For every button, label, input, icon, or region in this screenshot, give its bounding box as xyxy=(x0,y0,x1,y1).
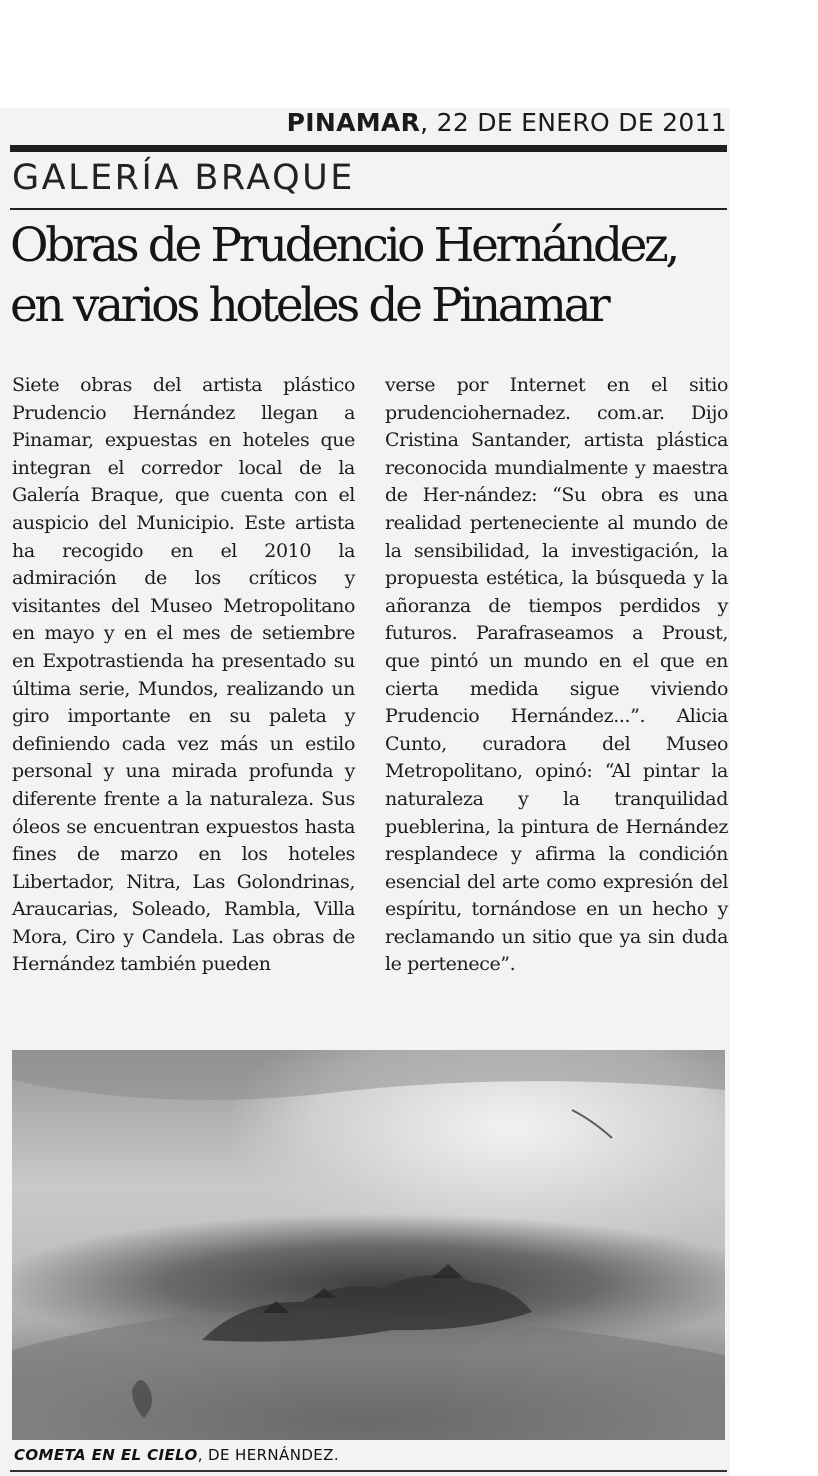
headline: Obras de Prudencio Hernández, en varios hoteles de Pinamar xyxy=(10,218,677,333)
header-rule xyxy=(10,145,727,152)
newspaper-clipping xyxy=(0,108,730,1476)
photo-caption xyxy=(14,1445,339,1465)
dateline xyxy=(0,108,727,138)
dateline-place: PINAMAR xyxy=(286,108,421,137)
body-column-left: Siete obras del artista plástico Prudencio Hernández llegan a Pinamar, expuestas en hoteles que integran el corredor local de la Galería Braque, que cuenta con el auspicio del Municipio. Este artista ha recogido en el 2010 la admiración de los críticos y visitantes del Museo Metropolitano en mayo y en el mes de setiembre en Expotrastienda ha presentado su última serie, Mundos, realizando un giro importante en su paleta y definiendo cada vez más un estilo personal y una mirada profunda y diferente frente a la naturaleza. Sus óleos se encuentran expuestos hasta fines de marzo en los hoteles Libertador, Nitra, Las Golondrinas, Araucarias, Soleado, Rambla, Villa Mora, Ciro y Candela. Las obras de Hernández también pueden xyxy=(12,374,355,976)
section-title: GALERÍA BRAQUE xyxy=(12,158,355,198)
painting-image xyxy=(12,1050,725,1440)
dateline-date: , 22 DE ENERO DE 2011 xyxy=(420,108,727,137)
painting-photo xyxy=(12,1050,725,1440)
caption-credit: , DE HERNÁNDEZ. xyxy=(197,1446,339,1464)
body-column-right: verse por Internet en el sitio prudenciohernadez. com.ar. Dijo Cristina Santander, artista plástica reconocida mundialmente y maestra de Her-nández: “Su obra es una realidad perteneciente al mundo de la sensibilidad, la investigación, la propuesta estética, la búsqueda y la añoranza de tiempos perdidos y futuros. Parafraseamos a Proust, que pintó un mundo en el que en cierta medida sigue viviendo Prudencio Hernández...”. Alicia Cunto, curadora del Museo Metropolitano, opinó: “Al pintar la naturaleza y la tranquilidad pueblerina, la pintura de Hernández resplandece y afirma la condición esencial del arte como expresión del espíritu, tornándose en un hecho y reclamando un sitio que ya sin duda le pertenece”. xyxy=(385,374,728,976)
section-rule xyxy=(10,208,727,210)
caption-title: COMETA EN EL CIELO xyxy=(14,1446,198,1464)
footer-rule xyxy=(10,1470,727,1472)
